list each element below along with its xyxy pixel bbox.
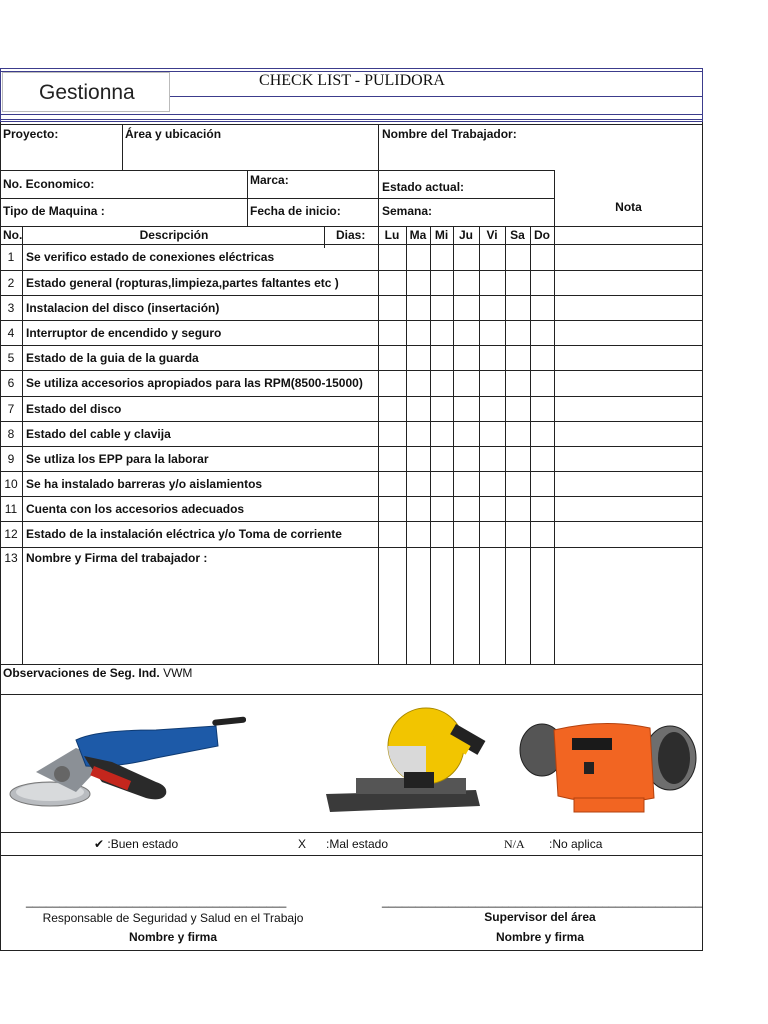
field-marca: Marca: [250,173,289,187]
field-fecha: Fecha de inicio: [250,204,341,218]
row-description: Estado del cable y clavija [26,427,171,441]
day-header-sa: Sa [510,228,525,242]
row-description: Se utliza los EPP para la laborar [26,452,209,466]
page-title: CHECK LIST - PULIDORA [259,72,445,89]
day-header-do: Do [534,228,550,242]
field-nota: Nota [615,200,642,214]
col-desc: Descripción [139,228,209,242]
grid-line [0,320,703,321]
row-number: 9 [7,452,15,466]
row-number: 12 [4,527,18,541]
grid-line [0,950,703,951]
field-area: Área y ubicación [125,127,222,141]
grid-line [0,521,703,522]
grid-line [453,226,454,664]
grid-line [0,198,378,199]
grid-line [406,226,407,664]
field-proyecto: Proyecto: [3,127,59,141]
grid-line [0,547,703,548]
row-description: Estado de la guia de la guarda [26,351,199,365]
col-no: No. [3,228,23,242]
row-number: 11 [4,502,18,516]
field-trabajador: Nombre del Trabajador: [382,127,517,141]
row-description: Estado general (ropturas,limpieza,partes faltantes etc ) [26,276,339,290]
row-number: 6 [7,376,15,390]
chop-saw-icon [316,704,492,824]
grid-line [702,122,703,950]
company-logo [2,72,170,112]
row-number: 2 [7,276,15,290]
angle-grinder-icon [6,710,246,814]
row-number: 10 [4,477,18,491]
grid-line [0,396,703,397]
grid-line [22,226,23,664]
row-number: 8 [7,427,15,441]
grid-line [0,694,703,695]
legend-bad-label: :Mal estado [326,837,389,851]
grid-line [0,345,703,346]
row-number: 5 [7,351,15,365]
grid-line [0,226,703,227]
field-estado-actual: Estado actual: [382,180,465,194]
grid-line [0,370,703,371]
row-description: Cuenta con los accesorios adecuados [26,502,245,516]
logo-text: Gestionna [39,81,135,104]
row-number: 7 [7,402,15,416]
grid-line [0,124,703,125]
day-header-mi: Mi [434,228,449,242]
col-dias: Dias: [336,228,366,242]
legend-bad-symbol: X [298,837,307,851]
grid-line [0,832,703,833]
signature-sub-left: Nombre y firma [128,930,218,944]
row-number: 4 [7,326,15,340]
bench-grinder-icon [514,712,700,822]
row-description: Se utiliza accesorios apropiados para las RPM(8500-15000) [26,376,363,390]
signature-role-right: Supervisor del área [484,910,596,924]
day-header-lu: Lu [384,228,400,242]
grid-line [505,226,506,664]
grid-line [378,226,379,664]
row-description: Nombre y Firma del trabajador : [26,551,208,565]
row-description: Se ha instalado barreras y/o aislamientos [26,477,263,491]
grid-line [0,855,703,856]
field-semana: Semana: [382,204,433,218]
grid-line [0,421,703,422]
grid-line [430,226,431,664]
grid-line [0,664,703,665]
check-icon: ✔ [94,837,105,851]
grid-line [0,496,703,497]
grid-line [378,198,554,199]
day-header-ma: Ma [409,228,427,242]
row-description: Instalacion del disco (insertación) [26,301,220,315]
day-header-vi: Vi [486,228,498,242]
row-number: 13 [4,551,18,565]
grid-line [554,226,555,664]
grid-line [0,270,703,271]
grid-line [0,295,703,296]
grid-line [0,471,703,472]
row-description: Estado del disco [26,402,122,416]
observaciones-label: Observaciones de Seg. Ind. VWM [3,666,193,680]
signature-line-left: _______________________________________ [26,894,287,908]
signature-sub-right: Nombre y firma [495,930,585,944]
row-description: Estado de la instalación eléctrica y/o Toma de corriente [26,527,342,541]
legend-good: ✔ :Buen estado [94,837,179,851]
row-description: Se verifico estado de conexiones eléctricas [26,250,275,264]
grid-line [479,226,480,664]
row-number: 3 [7,301,15,315]
grid-line [530,226,531,664]
grid-line [122,124,123,170]
row-number: 1 [7,250,15,264]
grid-line [0,244,703,245]
grid-line [0,170,554,171]
day-header-ju: Ju [458,228,473,242]
field-tipo: Tipo de Maquina : [3,204,105,218]
field-economico: No. Economico: [3,177,95,191]
legend-na-symbol: N/A [504,837,525,851]
signature-role-left: Responsable de Seguridad y Salud en el Trabajo [42,911,304,925]
legend-na-label: :No aplica [549,837,603,851]
grid-line [0,446,703,447]
row-description: Interruptor de encendido y seguro [26,326,222,340]
signature-line-right: ________________________________________________ [382,894,703,908]
